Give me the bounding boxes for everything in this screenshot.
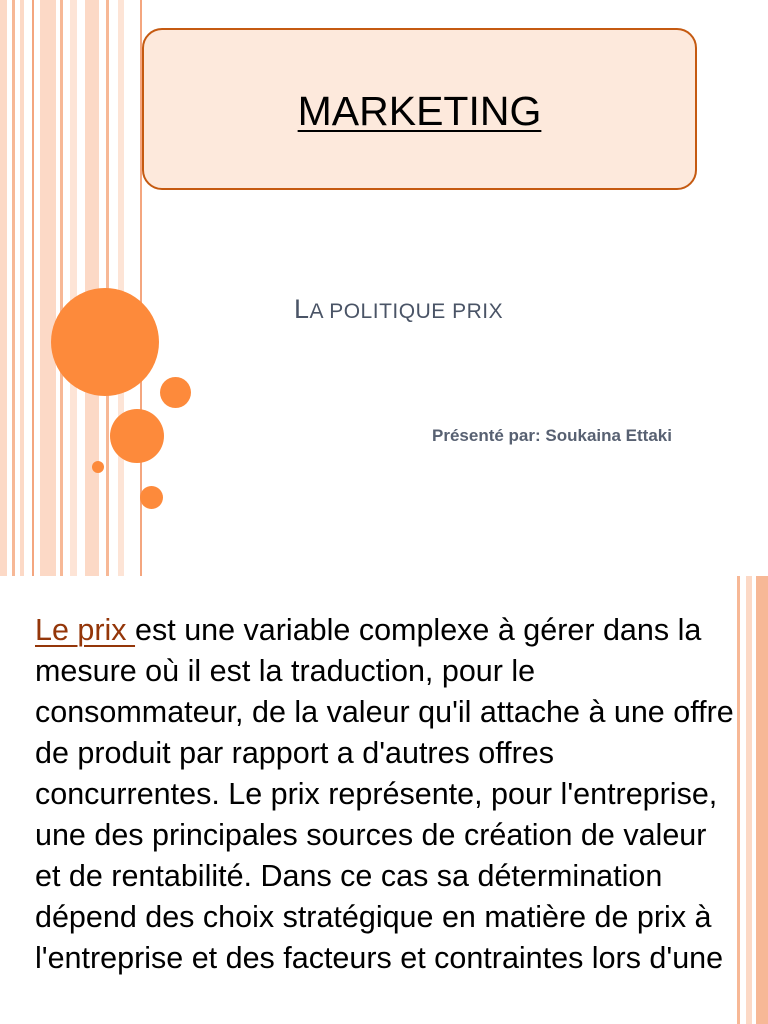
decorative-stripe (737, 576, 740, 1024)
decorative-stripe (20, 0, 24, 576)
decorative-stripe (32, 0, 34, 576)
decorative-stripe (40, 0, 56, 576)
decorative-stripe (12, 0, 15, 576)
presenter-line: Présenté par: Soukaina Ettaki (432, 426, 672, 445)
decorative-stripe (746, 576, 752, 1024)
decorative-circle (51, 288, 159, 396)
body-paragraph (35, 610, 735, 979)
decorative-stripe (756, 576, 768, 1024)
decorative-stripe (60, 0, 63, 576)
keyword-le-prix: Le prix (35, 613, 136, 647)
subtitle-rest: A POLITIQUE PRIX (309, 300, 504, 323)
decorative-circle (92, 461, 104, 473)
slide-title: MARKETING (297, 88, 542, 134)
title-box (142, 28, 697, 190)
content-slide (0, 576, 768, 1024)
decorative-circle (160, 377, 191, 408)
decorative-stripe (0, 0, 7, 576)
subtitle-initial: L (294, 294, 310, 324)
decorative-stripe (70, 0, 77, 576)
decorative-circle (140, 486, 163, 509)
slide-subtitle (294, 294, 503, 327)
decorative-circle (110, 409, 164, 463)
decorative-stripe (118, 0, 124, 576)
paragraph-text: est une variable complexe à gérer dans la mesure où il est la traduction, pour le consommateur, de la valeur qu'il attache à une offre de produit par rapport a d'autres offres concurrentes. Le prix représente, pour l'entreprise, une des principales sources de création de valeur et de rentabilité. Dans ce cas sa détermination dépend des choix stratégique en matière de prix à l'entreprise et des facteurs et contraintes lors d'une (35, 613, 734, 975)
